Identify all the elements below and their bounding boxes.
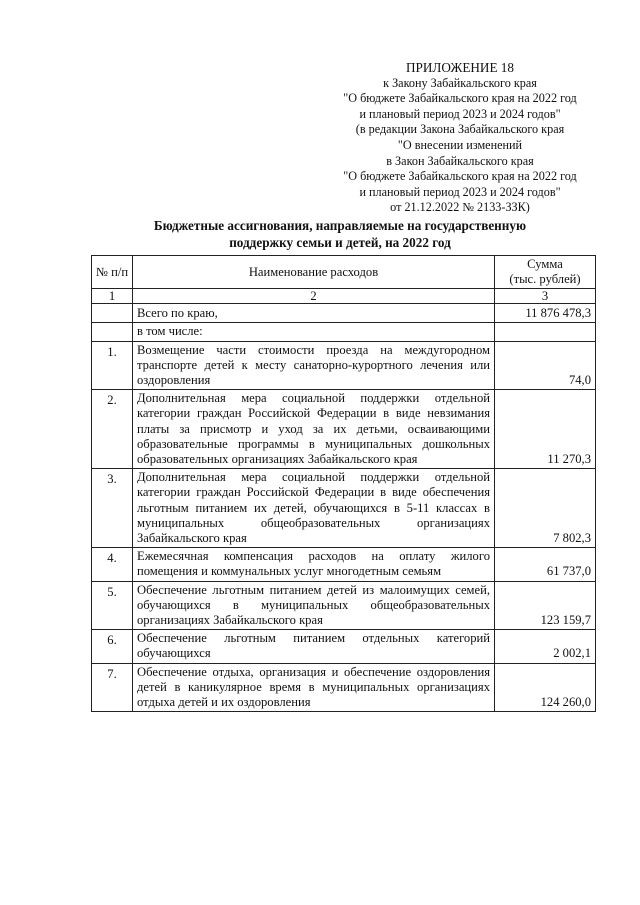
appendix-header bbox=[320, 60, 600, 216]
row-sum: 2 002,1 bbox=[495, 630, 596, 663]
row-number: 2. bbox=[92, 390, 133, 469]
document-title bbox=[120, 217, 560, 251]
row-sum: 124 260,0 bbox=[495, 663, 596, 712]
table-header-row bbox=[92, 256, 596, 289]
appendix-line: к Закону Забайкальского края bbox=[383, 75, 537, 90]
row-sum: 7 802,3 bbox=[495, 469, 596, 548]
including-sum-cell bbox=[495, 323, 596, 341]
row-number: 7. bbox=[92, 663, 133, 712]
row-name: Обеспечение льготным питанием детей из малоимущих семей, обучающихся в муниципальных общеобразовательных организациях Забайкальского края bbox=[133, 581, 495, 630]
table-row bbox=[92, 469, 596, 548]
row-sum: 61 737,0 bbox=[495, 548, 596, 581]
row-number: 6. bbox=[92, 630, 133, 663]
table-row bbox=[92, 630, 596, 663]
row-number: 4. bbox=[92, 548, 133, 581]
appendix-line: в Закон Забайкальского края bbox=[386, 153, 534, 168]
header-sum-line-2: (тыс. рублей) bbox=[509, 272, 581, 287]
row-name: Обеспечение отдыха, организация и обеспечение оздоровления детей в каникулярное время в муниципальных организациях отдыха детей и их оздоровления bbox=[133, 663, 495, 712]
including-label: в том числе: bbox=[133, 323, 495, 341]
row-sum: 123 159,7 bbox=[495, 581, 596, 630]
table-row bbox=[92, 390, 596, 469]
appendix-line: "О внесении изменений bbox=[397, 137, 523, 152]
appendix-line: (в редакции Закона Забайкальского края bbox=[355, 122, 565, 137]
table-row bbox=[92, 581, 596, 630]
table-row bbox=[92, 663, 596, 712]
appendix-line: "О бюджете Забайкальского края на 2022 год bbox=[343, 169, 577, 184]
row-name: Дополнительная мера социальной поддержки отдельной категории граждан Российской Федерации в виде обеспечения льготным питанием их детей, обучающихся в 5-11 классах в муниципальных общеобразовательных организациях Забайкальского края bbox=[133, 469, 495, 548]
header-name: Наименование расходов bbox=[133, 256, 495, 289]
row-name: Возмещение части стоимости проезда на междугородном транспорте детей к месту санаторно-курортного лечения или оздоровления bbox=[133, 341, 495, 390]
table-row bbox=[92, 341, 596, 390]
column-number: 3 bbox=[495, 289, 596, 304]
row-number: 3. bbox=[92, 469, 133, 548]
including-num-cell bbox=[92, 323, 133, 341]
row-number: 1. bbox=[92, 341, 133, 390]
document-title-line-2: поддержку семьи и детей, на 2022 год bbox=[229, 235, 451, 250]
column-number-row bbox=[92, 289, 596, 304]
appendix-line: от 21.12.2022 № 2133-ЗЗК) bbox=[390, 200, 530, 215]
appendix-title: ПРИЛОЖЕНИЕ 18 bbox=[406, 60, 514, 75]
row-name: Ежемесячная компенсация расходов на оплату жилого помещения и коммунальных услуг многодетным семьям bbox=[133, 548, 495, 581]
total-num-cell bbox=[92, 304, 133, 323]
budget-table bbox=[91, 255, 596, 712]
row-name: Обеспечение льготным питанием отдельных категорий обучающихся bbox=[133, 630, 495, 663]
column-number: 1 bbox=[92, 289, 133, 304]
header-sum-line-1: Сумма bbox=[527, 257, 563, 271]
header-num: № п/п bbox=[92, 256, 133, 289]
header-sum bbox=[495, 256, 596, 289]
column-number: 2 bbox=[133, 289, 495, 304]
document-title-line-1: Бюджетные ассигнования, направляемые на государственную bbox=[153, 218, 527, 233]
row-sum: 11 270,3 bbox=[495, 390, 596, 469]
total-label: Всего по краю, bbox=[133, 304, 495, 323]
appendix-line: и плановый период 2023 и 2024 годов" bbox=[359, 184, 561, 199]
appendix-line: "О бюджете Забайкальского края на 2022 год bbox=[343, 91, 577, 106]
total-row bbox=[92, 304, 596, 323]
including-row bbox=[92, 323, 596, 341]
total-sum: 11 876 478,3 bbox=[495, 304, 596, 323]
row-sum: 74,0 bbox=[495, 341, 596, 390]
appendix-line: и плановый период 2023 и 2024 годов" bbox=[359, 106, 561, 121]
row-name: Дополнительная мера социальной поддержки отдельной категории граждан Российской Федерации в виде невзимания платы за присмотр и уход за их детьми, осваивающими образовательные программы в муниципальных дошкольных образовательных организациях Забайкальского края bbox=[133, 390, 495, 469]
row-number: 5. bbox=[92, 581, 133, 630]
table-row bbox=[92, 548, 596, 581]
